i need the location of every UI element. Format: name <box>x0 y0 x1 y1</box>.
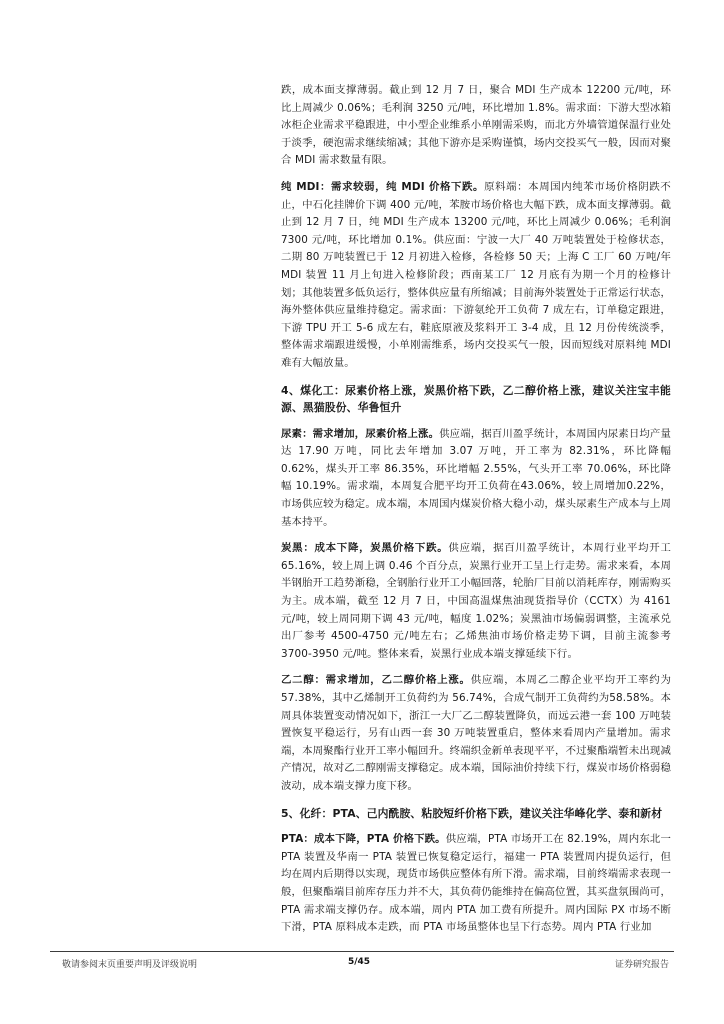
section-heading-coal-chemical: 4、煤化工：尿素价格上涨，炭黑价格下跌，乙二醇价格上涨，建议关注宝丰能源、黑猫股份、华鲁恒升 <box>281 383 671 415</box>
paragraph-text: 原料端：本周国内纯苯市场价格阴跌不止，中石化挂牌价下调 400 元/吨，苯胺市场价格也大幅下跌，成本面支撑薄弱。截止到 12 月 7 日，纯 MDI 生产成本 13200 元/吨，环比上周减少 0.06%；毛利润 7300 元/吨，环比增加 0.1%。供应面：宁波一大厂 40 万吨装置处于检修状态，二期 80 万吨装置已于 12 月初进入检修，各检修 50 天；上海 C 工厂 60 万吨/年 MDI 装置 11 月上旬进入检修阶段；西南某工厂 12 月底有为期一个月的检修计划；其他装置多低负运行，整体供应量有所缩减；目前海外装置处于正常运行状态，海外整体供应量维持稳定。需求面：下游氨纶开工负荷 7 成左右，订单稳定跟进，下游 TPU 开工 5-6 成左右，鞋底原液及浆料开工 3-4 成，且 12 月份传统淡季，整体需求端跟进缓慢，小单刚需维系，场内交投买气一般，因而短线对原料纯 MDI 难有大幅放量。 <box>281 180 671 369</box>
paragraph-text: 供应端，本周乙二醇企业平均开工率约为 57.38%，其中乙烯制开工负荷约为 56.74%，合成气制开工负荷约为58.58%。本周具体装置变动情况如下，浙江一大厂乙二醇装置降负，而远云港一套 100 万吨装置恢复平稳运行，另有山西一套 30 万吨装置重启，整体来看周内产量增加。需求端，本周聚酯行业开工率小幅回升。终端织金新单表现平平，不过聚酯端暂未出现减产情况，故对乙二醇刚需支撑稳定。成本端，国际油价持续下行，煤炭市场价格弱稳波动，成本端支撑力度下移。 <box>281 674 671 792</box>
paragraph-text: 跌，成本面支撑薄弱。截止到 12 月 7 日，聚合 MDI 生产成本 12200 元/吨，环比上周减少 0.06%；毛利润 3250 元/吨，环比增加 1.8%。需求面：下游大型冰箱冰柜企业需求平稳跟进，中小型企业维系小单刚需采购，而北方外墙管道保温行业处于淡季，硬泡需求继续缩减；其他下游亦是采购谨慎，场内交投买气一般，因而对聚合 MDI 需求数量有限。 <box>281 84 671 167</box>
paragraph-ethylene-glycol <box>281 672 671 795</box>
paragraph-pta <box>281 831 671 937</box>
footer-disclaimer: 敬请参阅末页重要声明及评级说明 <box>62 960 198 970</box>
report-body <box>281 82 671 937</box>
paragraph-pure-mdi <box>281 179 671 373</box>
paragraph-carbon-black <box>281 540 671 663</box>
section-heading-chemical-fiber: 5、化纤：PTA、己内酰胺、粘胶短纤价格下跌，建议关注华峰化学、泰和新材 <box>281 806 663 820</box>
paragraph-text: 供应端，PTA 市场开工在 82.19%，周内东北一 PTA 装置及华南一 PTA 装置已恢复稳定运行，福建一 PTA 装置周内提负运行，但均在周内后期得以实现，现货市场供应整体有所下滑。需求端，目前终端需求表现一般，但聚酯端目前库存压力并不大，其负荷仍能维持在偏高位置，其买盘氛围尚可，PTA 需求端支撑仍存。成本端，周内 PTA 加工费有所提升。周内国际 PX 市场不断下滑，PTA 原料成本走跌，而 PTA 市场虽整体也呈下行态势。周内 PTA 行业加 <box>281 833 671 934</box>
paragraph-lead: 尿素：需求增加，尿素价格上涨。 <box>281 427 440 440</box>
paragraph-lead: 乙二醇：需求增加，乙二醇价格上涨。 <box>281 674 471 687</box>
footer-divider <box>50 951 674 952</box>
paragraph-lead: 纯 MDI：需求较弱，纯 MDI 价格下跌。 <box>281 180 485 193</box>
paragraph-text: 供应端，据百川盈孚统计，本周行业平均开工 65.16%，较上周上调 0.46 个百分点，炭黑行业开工呈上行走势。需求来看，本周半钢胎开工趋势渐稳，全钢胎行业开工小幅回落，轮胎厂目前以消耗库存，刚需购买为主。成本端，截至 12 月 7 日，中国高温煤焦油现货指导价（CCTX）为 4161 元/吨，较上周同期下调 43 元/吨，幅度 1.02%；炭黑油市场偏弱调整，主流承兑出厂参考 4500-4750 元/吨左右；乙烯焦油市场价格走势下调，目前主流参考 3700-3950 元/吨。整体来看，炭黑行业成本端支撑延续下行。 <box>281 542 672 660</box>
paragraph-polymeric-mdi <box>281 82 671 170</box>
paragraph-lead: 炭黑：成本下降，炭黑价格下跌。 <box>281 542 449 555</box>
paragraph-urea <box>281 426 671 532</box>
paragraph-text: 供应端，据百川盈孚统计，本周国内尿素日均产量达 17.90 万吨，同比去年增加 3.07 万吨，开工率为 82.31%，环比降幅 0.62%，煤头开工率 86.35%，环比增幅 2.55%，气头开工率 70.06%，环比降幅 10.19%。需求端，本周复合肥平均开工负荷在43.06%，较上周增加0.22%，市场供应较为稳定。成本端，本周国内煤炭价格大稳小动，煤头尿素生产成本与上周基本持平。 <box>281 427 672 528</box>
footer-report-type: 证券研究报告 <box>614 960 669 970</box>
page-number: 5/45 <box>348 957 371 967</box>
paragraph-lead: PTA：成本下降，PTA 价格下跌。 <box>281 833 446 846</box>
